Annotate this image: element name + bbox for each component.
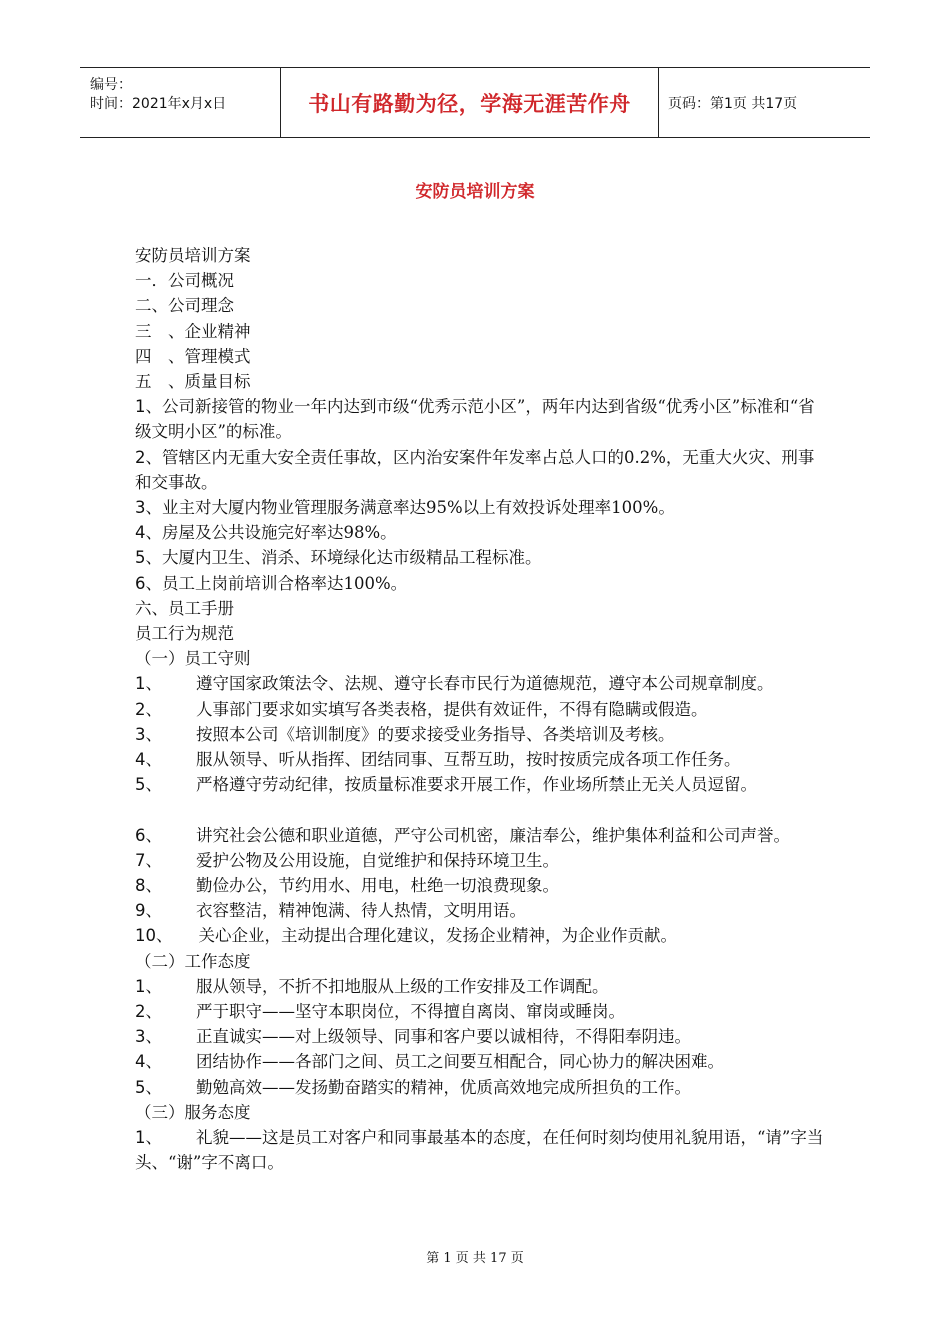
paragraph-text: 勤勉高效——发扬勤奋踏实的精神，优质高效地完成所担负的工作。 xyxy=(196,1077,691,1097)
paragraph-text: （一）员工守则 xyxy=(135,649,251,669)
paragraph-text: 公司新接管的物业一年内达到市级“优秀示范小区”，两年内达到省级“优秀小区”标准和“省级文明小区”的标准。 xyxy=(135,397,815,442)
paragraph-text: （三）服务态度 xyxy=(135,1102,251,1122)
paragraph-text: （二）工作态度 xyxy=(135,951,251,971)
body-paragraph xyxy=(135,394,825,444)
paragraph-text: 衣容整洁，精神饱满、待人热情，文明用语。 xyxy=(196,901,526,921)
item-number: 10、 xyxy=(135,926,173,946)
paragraph-text: 员工行为规范 xyxy=(135,624,234,644)
body-paragraph xyxy=(135,319,825,344)
paragraph-text: 正直诚实——对上级领导、同事和客户要以诚相待，不得阳奉阴违。 xyxy=(196,1027,691,1047)
body-paragraph xyxy=(135,722,825,747)
body-paragraph xyxy=(135,495,825,520)
header-meta-cell xyxy=(80,68,281,137)
body-paragraph xyxy=(135,268,825,293)
item-number: 4、 xyxy=(135,523,162,543)
item-number: 4、 xyxy=(135,750,162,770)
paragraph-text: 安防员培训方案 xyxy=(135,246,251,265)
body-paragraph xyxy=(135,873,825,898)
body-paragraph xyxy=(135,898,825,923)
paragraph-text: 服从领导，不折不扣地服从上级的工作安排及工作调配。 xyxy=(196,976,609,996)
paragraph-text: 三 、企业精神 xyxy=(135,321,251,341)
paragraph-text: 业主对大厦内物业管理服务满意率达95%以上有效投诉处理率100%。 xyxy=(162,498,675,518)
item-number: 3、 xyxy=(135,498,162,518)
body-paragraph xyxy=(135,1100,825,1125)
blank-line xyxy=(135,797,825,822)
item-number: 1、 xyxy=(135,397,162,417)
paragraph-text: 团结协作——各部门之间、员工之间要互相配合，同心协力的解决困难。 xyxy=(196,1052,724,1072)
paragraph-text: 服从领导、听从指挥、团结同事、互帮互助，按时按质完成各项工作任务。 xyxy=(196,750,741,770)
body-paragraph xyxy=(135,923,825,948)
paragraph-text: 勤俭办公，节约用水、用电，杜绝一切浪费现象。 xyxy=(196,876,559,896)
body-paragraph xyxy=(135,1125,825,1175)
paragraph-text: 人事部门要求如实填写各类表格，提供有效证件，不得有隐瞒或假造。 xyxy=(196,699,708,719)
paragraph-text: 六、员工手册 xyxy=(135,598,234,618)
paragraph-text: 大厦内卫生、消杀、环境绿化达市级精品工程标准。 xyxy=(162,548,542,568)
body-paragraph xyxy=(135,344,825,369)
body-paragraph xyxy=(135,974,825,999)
header-table xyxy=(80,67,870,138)
item-number: 9、 xyxy=(135,901,162,921)
header-motto: 书山有路勤为径，学海无涯苦作舟 xyxy=(281,68,659,137)
page-footer: 第 1 页 共 17 页 xyxy=(426,1251,524,1266)
body-paragraph xyxy=(135,293,825,318)
body-paragraph xyxy=(135,1075,825,1100)
body-paragraph xyxy=(135,621,825,646)
paragraph-text: 关心企业，主动提出合理化建议，发扬企业精神，为企业作贡献。 xyxy=(198,926,677,946)
body-paragraph xyxy=(135,1049,825,1074)
body-paragraph xyxy=(135,545,825,570)
body-paragraph xyxy=(135,571,825,596)
paragraph-text: 讲究社会公德和职业道德，严守公司机密，廉洁奉公，维护集体利益和公司声誉。 xyxy=(196,825,790,845)
paragraph-text: 房屋及公共设施完好率达98%。 xyxy=(162,523,397,543)
body-paragraph xyxy=(135,646,825,671)
body-paragraph xyxy=(135,1024,825,1049)
item-number: 5、 xyxy=(135,775,162,795)
paragraph-text: 礼貌——这是员工对客户和同事最基本的态度，在任何时刻均使用礼貌用语，“请”字当头、“谢”字不离口。 xyxy=(135,1128,824,1173)
paragraph-text: 遵守国家政策法令、法规、遵守长春市民行为道德规范，遵守本公司规章制度。 xyxy=(196,674,774,694)
item-number: 4、 xyxy=(135,1052,162,1072)
body-paragraph xyxy=(135,823,825,848)
body-paragraph xyxy=(135,369,825,394)
body-paragraph xyxy=(135,671,825,696)
item-number: 5、 xyxy=(135,548,162,568)
item-number: 3、 xyxy=(135,724,162,744)
item-number: 1、 xyxy=(135,674,162,694)
paragraph-text: 二、公司理念 xyxy=(135,296,234,316)
paragraph-text: 按照本公司《培训制度》的要求接受业务指导、各类培训及考核。 xyxy=(196,724,675,744)
paragraph-text: 爱护公物及公用设施，自觉维护和保持环境卫生。 xyxy=(196,850,559,870)
item-number: 1、 xyxy=(135,976,162,996)
body-paragraph xyxy=(135,243,825,268)
header-page-info: 页码：第1页 共17页 xyxy=(668,95,798,112)
item-number: 3、 xyxy=(135,1027,162,1047)
item-number: 7、 xyxy=(135,850,162,870)
paragraph-text: 严格遵守劳动纪律，按质量标准要求开展工作，作业场所禁止无关人员逗留。 xyxy=(196,775,757,795)
body-paragraph xyxy=(135,772,825,797)
paragraph-text: 四 、管理模式 xyxy=(135,346,251,366)
paragraph-text: 管辖区内无重大安全责任事故，区内治安案件年发率占总人口的0.2%，无重大火灾、刑事和交事故。 xyxy=(135,447,815,492)
body-paragraph xyxy=(135,999,825,1024)
item-number: 2、 xyxy=(135,699,162,719)
item-number: 2、 xyxy=(135,1002,162,1022)
item-number: 5、 xyxy=(135,1077,162,1097)
document-title: 安防员培训方案 xyxy=(415,182,535,202)
item-number: 6、 xyxy=(135,573,162,593)
paragraph-text: 员工上岗前培训合格率达100%。 xyxy=(162,573,408,593)
item-number: 8、 xyxy=(135,876,162,896)
body-paragraph xyxy=(135,697,825,722)
body-paragraph xyxy=(135,596,825,621)
document-body xyxy=(135,243,825,1176)
paragraph-text: 严于职守——坚守本职岗位，不得擅自离岗、窜岗或睡岗。 xyxy=(196,1002,625,1022)
item-number: 6、 xyxy=(135,825,162,845)
paragraph-text: 一．公司概况 xyxy=(135,271,234,291)
body-paragraph xyxy=(135,848,825,873)
item-number: 2、 xyxy=(135,447,162,467)
serial-label: 编号： xyxy=(90,77,132,93)
body-paragraph xyxy=(135,445,825,495)
date-label: 时间：2021年x月x日 xyxy=(90,96,227,112)
body-paragraph xyxy=(135,949,825,974)
item-number: 1、 xyxy=(135,1128,162,1148)
body-paragraph xyxy=(135,747,825,772)
body-paragraph xyxy=(135,520,825,545)
paragraph-text: 五 、质量目标 xyxy=(135,372,251,392)
